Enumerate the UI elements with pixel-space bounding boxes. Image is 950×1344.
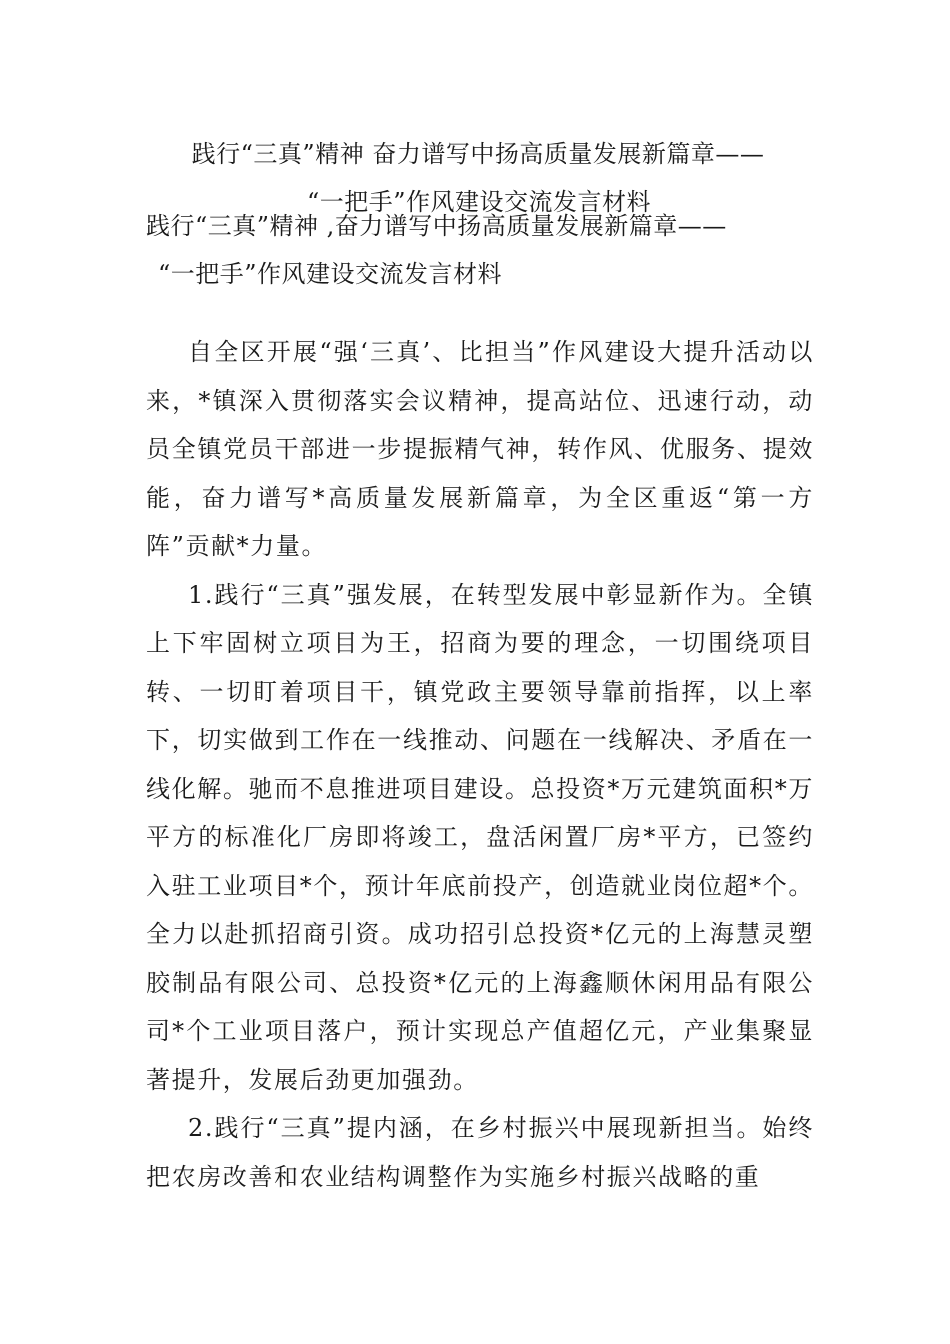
title-line-1: 践行“三真”精神 奋力谱写中扬高质量发展新篇章—— bbox=[191, 140, 765, 168]
paragraph-section-2: 2.践行“三真”提内涵，在乡村振兴中展现新担当。始终把农房改善和农业结构调整作为实施乡村振兴战略的重 bbox=[146, 1114, 814, 1191]
document-body bbox=[146, 328, 814, 1201]
paragraph-intro: 自全区开展“强‘三真’、比担当”作风建设大提升活动以来，*镇深入贯彻落实会议精神，提高站位、迅速行动，动员全镇党员干部进一步提振精气神，转作风、优服务、提效能，奋力谱写*高质量发展新篇章，为全区重返“第一方阵”贡献*力量。 bbox=[146, 338, 814, 560]
paragraph-section-1: 1.践行“三真”强发展，在转型发展中彰显新作为。全镇上下牢固树立项目为王，招商为要的理念，一切围绕项目转、一切盯着项目干，镇党政主要领导靠前指挥，以上率下，切实做到工作在一线推动、问题在一线解决、矛盾在一线化解。驰而不息推进项目建设。总投资*万元建筑面积*万平方的标准化厂房即将竣工，盘活闲置厂房*平方，已签约入驻工业项目*个，预计年底前投产，创造就业岗位超*个。全力以赴抓招商引资。成功招引总投资*亿元的上海慧灵塑胶制品有限公司、总投资*亿元的上海鑫顺休闲用品有限公司*个工业项目落户，预计实现总产值超亿元，产业集聚显著提升，发展后劲更加强劲。 bbox=[146, 580, 814, 1094]
title-line-2: “一把手”作风建设交流发言材料 bbox=[306, 188, 652, 216]
subtitle-line-2: “一把手”作风建设交流发言材料 bbox=[158, 260, 503, 288]
document-subtitle bbox=[146, 202, 826, 298]
subtitle-line-1: 践行“三真”精神 ,奋力谱写中扬高质量发展新篇章—— bbox=[146, 212, 727, 240]
